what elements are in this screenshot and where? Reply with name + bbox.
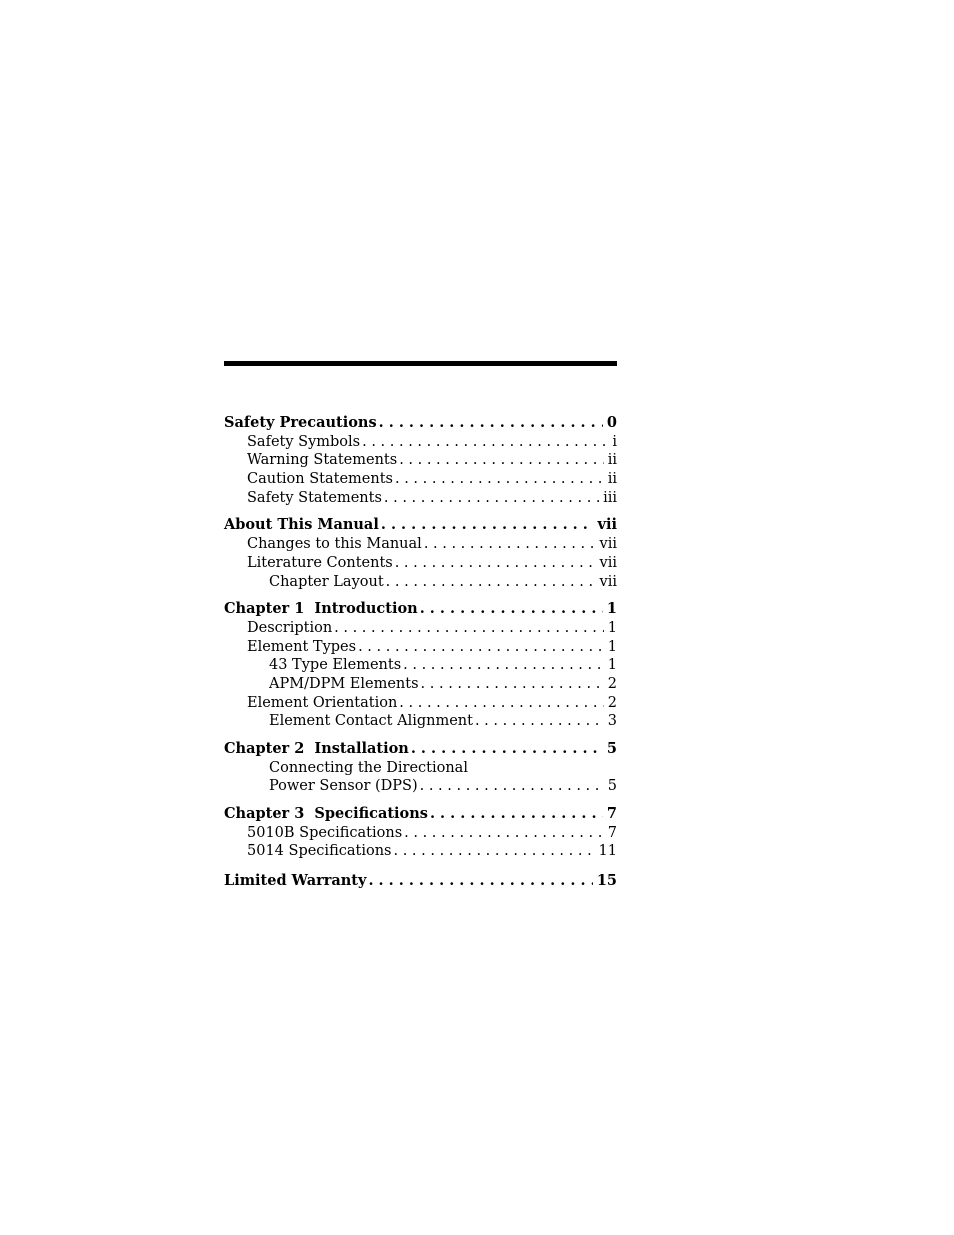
toc-section-chapter-3 bbox=[224, 805, 617, 861]
dot-leader bbox=[379, 414, 603, 433]
toc-section-about bbox=[224, 516, 617, 591]
dot-leader bbox=[393, 842, 594, 861]
toc-section-warranty bbox=[224, 872, 617, 891]
toc-entry-label: Element Types bbox=[247, 638, 357, 655]
toc-entry-label: Power Sensor (DPS) bbox=[269, 778, 418, 795]
toc-page-number: 2 bbox=[607, 694, 617, 711]
toc-page-number: 11 bbox=[598, 843, 617, 860]
toc-entry-label: Safety Statements bbox=[247, 489, 382, 506]
dot-leader bbox=[386, 573, 596, 592]
toc-entry-label: Warning Statements bbox=[247, 452, 398, 469]
toc-entry-label: 5010B Specifications bbox=[247, 824, 403, 841]
toc-entry-literature-contents[interactable] bbox=[224, 554, 617, 573]
toc-heading-chapter-3[interactable] bbox=[224, 805, 617, 824]
toc-entry-connecting-dps-line-1[interactable] bbox=[224, 759, 617, 778]
dot-leader bbox=[368, 872, 592, 891]
toc-page-number: 1 bbox=[607, 638, 617, 655]
toc-heading-label: Chapter 2 Installation bbox=[224, 740, 409, 757]
table-of-contents bbox=[224, 414, 617, 900]
dot-leader bbox=[395, 554, 596, 573]
toc-entry-element-contact-alignment[interactable] bbox=[224, 712, 617, 731]
dot-leader bbox=[362, 433, 608, 452]
dot-leader bbox=[403, 656, 604, 675]
dot-leader bbox=[381, 516, 594, 535]
toc-entry-label: Changes to this Manual bbox=[247, 536, 422, 553]
toc-page-number: 3 bbox=[607, 713, 617, 730]
toc-page-number: vii bbox=[599, 554, 617, 571]
toc-section-safety bbox=[224, 414, 617, 507]
toc-page-number: 5 bbox=[606, 740, 617, 757]
toc-entry-label: Safety Symbols bbox=[247, 433, 361, 450]
toc-page-number: 7 bbox=[606, 805, 617, 823]
toc-heading-chapter-2[interactable] bbox=[224, 740, 617, 759]
dot-leader bbox=[420, 600, 603, 619]
toc-page-number: 2 bbox=[607, 675, 617, 692]
toc-entry-element-types[interactable] bbox=[224, 638, 617, 657]
toc-section-chapter-1 bbox=[224, 600, 617, 731]
toc-page-number: 1 bbox=[607, 619, 617, 636]
dot-leader bbox=[358, 638, 604, 657]
dot-leader bbox=[430, 805, 603, 824]
dot-leader bbox=[424, 535, 596, 554]
dot-leader bbox=[384, 489, 599, 508]
toc-page-number: vii bbox=[599, 573, 617, 590]
toc-page-number: iii bbox=[603, 489, 617, 506]
toc-entry-label: 5014 Specifications bbox=[247, 843, 392, 860]
toc-entry-label: 43 Type Elements bbox=[269, 657, 402, 674]
toc-heading-safety-precautions[interactable] bbox=[224, 414, 617, 433]
dot-leader bbox=[404, 824, 604, 843]
toc-heading-label: About This Manual bbox=[224, 516, 379, 534]
toc-entry-43-type-elements[interactable] bbox=[224, 656, 617, 675]
toc-entry-element-orientation[interactable] bbox=[224, 694, 617, 713]
dot-leader bbox=[411, 740, 603, 759]
toc-page-number: vii bbox=[599, 536, 617, 553]
dot-leader bbox=[395, 470, 604, 489]
toc-page-number: 15 bbox=[596, 872, 617, 890]
toc-entry-label: Chapter Layout bbox=[269, 573, 384, 590]
dot-leader bbox=[399, 451, 604, 470]
toc-entry-label: Literature Contents bbox=[247, 554, 393, 571]
toc-page-number: 5 bbox=[607, 778, 617, 795]
toc-heading-chapter-1[interactable] bbox=[224, 600, 617, 619]
toc-entry-safety-symbols[interactable] bbox=[224, 433, 617, 452]
toc-section-chapter-2 bbox=[224, 740, 617, 796]
toc-page-number: i bbox=[612, 433, 617, 450]
toc-page-number: 0 bbox=[606, 414, 617, 431]
toc-entry-label: APM/DPM Elements bbox=[269, 675, 419, 692]
toc-entry-apm-dpm-elements[interactable] bbox=[224, 675, 617, 694]
dot-leader bbox=[334, 619, 604, 638]
toc-entry-chapter-layout[interactable] bbox=[224, 573, 617, 592]
dot-leader bbox=[421, 675, 604, 694]
toc-page-number: ii bbox=[607, 471, 617, 488]
toc-heading-label: Safety Precautions bbox=[224, 414, 377, 431]
toc-entry-5010b-specifications[interactable] bbox=[224, 824, 617, 843]
toc-entry-5014-specifications[interactable] bbox=[224, 842, 617, 861]
toc-entry-label: Connecting the Directional bbox=[269, 759, 468, 776]
toc-entry-changes-to-manual[interactable] bbox=[224, 535, 617, 554]
toc-entry-label: Element Orientation bbox=[247, 694, 398, 711]
toc-page-number: 7 bbox=[607, 824, 617, 841]
toc-entry-warning-statements[interactable] bbox=[224, 451, 617, 470]
toc-page-number: 1 bbox=[606, 600, 617, 618]
toc-heading-label: Chapter 1 Introduction bbox=[224, 600, 418, 618]
toc-entry-label: Description bbox=[247, 619, 333, 636]
toc-page-number: ii bbox=[607, 452, 617, 469]
dot-leader bbox=[475, 712, 604, 731]
toc-page-number: vii bbox=[597, 516, 617, 534]
toc-entry-caution-statements[interactable] bbox=[224, 470, 617, 489]
toc-page-number: 1 bbox=[607, 657, 617, 674]
dot-leader bbox=[420, 777, 604, 796]
toc-heading-limited-warranty[interactable] bbox=[224, 872, 617, 891]
toc-heading-label: Chapter 3 Specifications bbox=[224, 805, 428, 823]
toc-entry-safety-statements[interactable] bbox=[224, 489, 617, 508]
toc-entry-connecting-dps-line-2[interactable] bbox=[224, 777, 617, 796]
toc-heading-label: Limited Warranty bbox=[224, 872, 367, 890]
toc-entry-description[interactable] bbox=[224, 619, 617, 638]
toc-entry-label: Element Contact Alignment bbox=[269, 713, 473, 730]
toc-entry-label: Caution Statements bbox=[247, 471, 393, 488]
toc-heading-about-this-manual[interactable] bbox=[224, 516, 617, 535]
dot-leader bbox=[399, 694, 603, 713]
header-rule bbox=[224, 361, 617, 366]
